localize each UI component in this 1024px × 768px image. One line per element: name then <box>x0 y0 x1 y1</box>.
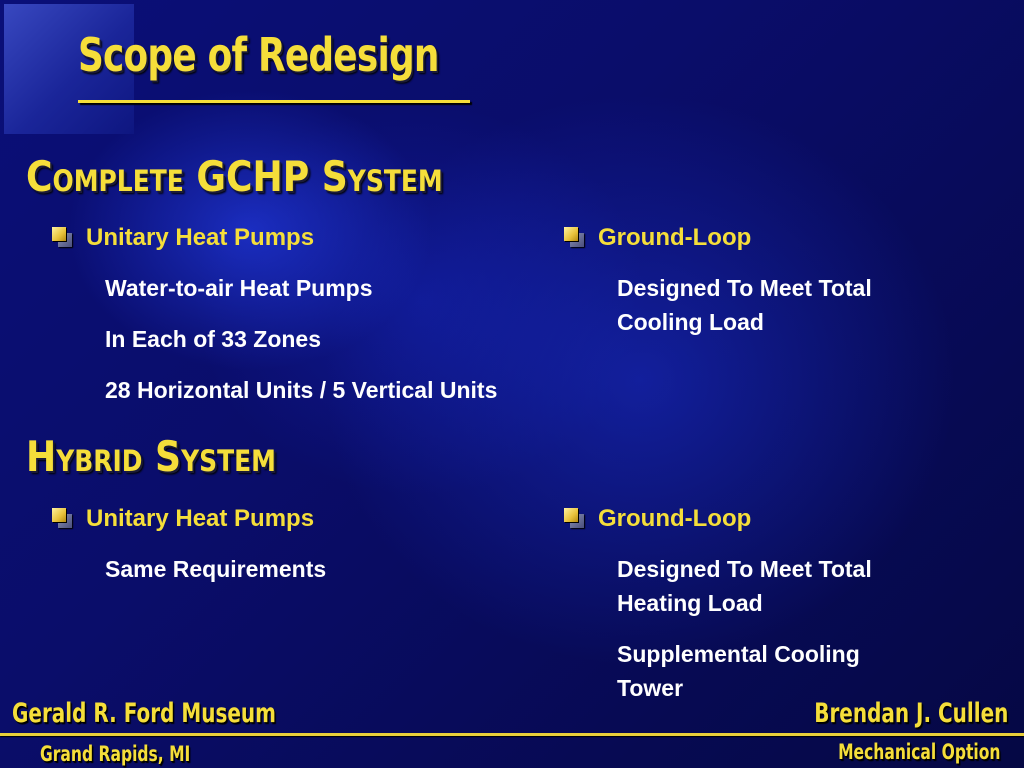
footer-divider <box>0 733 1024 736</box>
bullet-label: Ground-Loop <box>598 505 752 532</box>
sub-item: Heating Load <box>617 590 763 616</box>
square-bullet-icon <box>52 227 74 249</box>
sub-item: Supplemental Cooling <box>617 641 860 667</box>
square-bullet-icon <box>564 508 586 530</box>
bullet-ground-loop <box>564 224 751 252</box>
bullet-unitary-heat-pumps <box>52 224 314 252</box>
footer-location: Grand Rapids, MI <box>40 742 191 766</box>
bullet-label: Ground-Loop <box>598 224 752 251</box>
footer-project-name: Gerald R. Ford Museum <box>12 698 276 729</box>
bullet-unitary-heat-pumps <box>52 505 314 533</box>
sub-item: In Each of 33 Zones <box>105 326 321 352</box>
section-heading-gchp: Complete GCHP System <box>26 152 443 201</box>
bullet-ground-loop <box>564 505 751 533</box>
slide-title: Scope of Redesign <box>78 28 439 82</box>
section-heading-hybrid: Hybrid System <box>26 432 276 481</box>
square-bullet-icon <box>52 508 74 530</box>
sub-item: Tower <box>617 675 684 701</box>
sub-item: Same Requirements <box>105 556 327 582</box>
bullet-label: Unitary Heat Pumps <box>86 224 315 251</box>
square-bullet-icon <box>564 227 586 249</box>
bullet-label: Unitary Heat Pumps <box>86 505 315 532</box>
title-underline <box>78 100 470 103</box>
sub-item: Designed To Meet Total <box>617 556 872 582</box>
footer-option: Mechanical Option <box>837 740 1000 764</box>
sub-item: Cooling Load <box>617 309 764 335</box>
sub-item: Designed To Meet Total <box>617 275 872 301</box>
footer-author: Brendan J. Cullen <box>813 698 1008 729</box>
sub-item: 28 Horizontal Units / 5 Vertical Units <box>105 377 498 403</box>
sub-item: Water-to-air Heat Pumps <box>105 275 373 301</box>
